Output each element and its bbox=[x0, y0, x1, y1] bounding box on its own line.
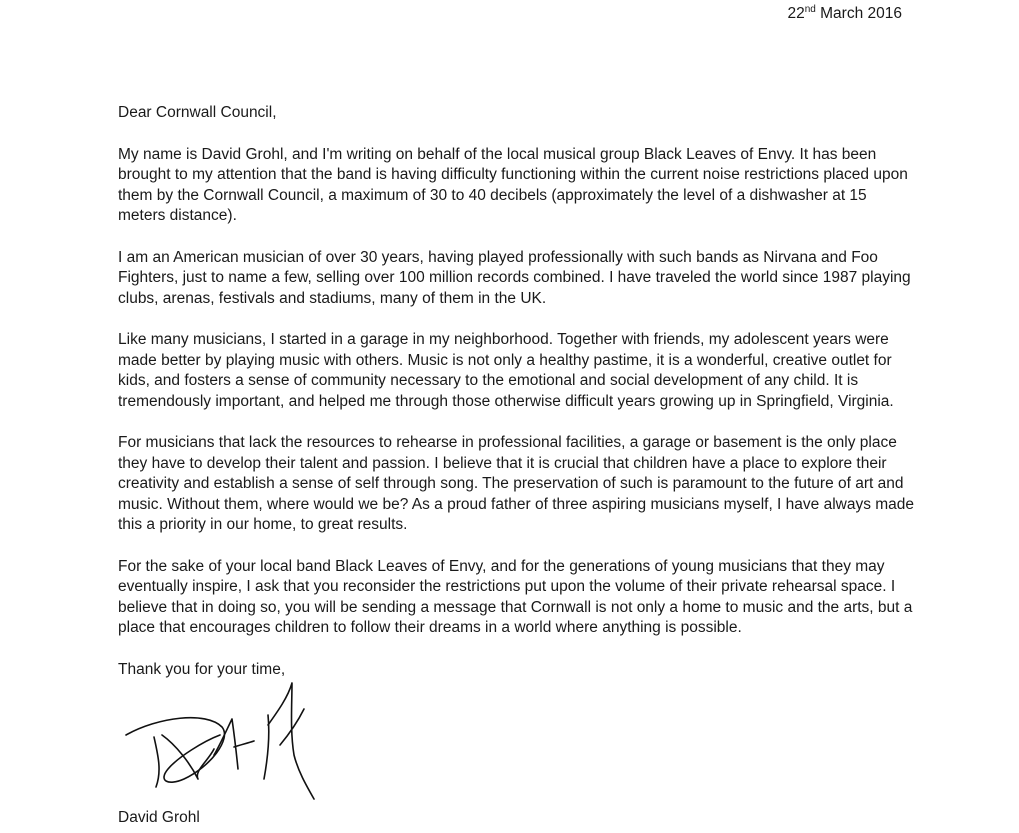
paragraph-intro: My name is David Grohl, and I'm writing on behalf of the local musical group Black Leaves of Envy. It has been brought to my attention that the band is having difficulty functioning within the current noise restrictions placed upon them by the Cornwall Council, a maximum of 30 to 40 decibels (approximately the level of a dishwasher at 15 meters distance). bbox=[118, 145, 908, 224]
paragraph-background: I am an American musician of over 30 years, having played professionally with such bands as Nirvana and Foo Fighters, just to name a few, selling over 100 million records combined. I have traveled the world since 1987 playing clubs, arenas, festivals and stadiums, many of them in the UK. bbox=[118, 248, 911, 307]
date-ordinal-suffix: nd bbox=[804, 4, 816, 15]
signer-name: David Grohl bbox=[118, 809, 200, 826]
paragraph-resources: For musicians that lack the resources to rehearse in professional facilities, a garage or basement is the only place they have to develop their talent and passion. I believe that it is crucial that children have a place to explore their creativity and establish a sense of self through song. The preservation of such is paramount to the future of art and music. Without them, where would we be? As a proud father of three aspiring musicians myself, I have always made this a priority in our home, to great results. bbox=[118, 434, 915, 533]
date-day: 22 bbox=[787, 5, 805, 22]
letter-date bbox=[787, 4, 902, 24]
paragraph-request: For the sake of your local band Black Leaves of Envy, and for the generations of young musicians that they may eventually inspire, I ask that you reconsider the restrictions put upon the volume of their private rehearsal space. I believe that in doing so, you will be sending a message that Cornwall is not only a home to music and the arts, but a place that encourages children to follow their dreams in a world where anything is possible. bbox=[118, 557, 913, 636]
date-month-year: March 2016 bbox=[815, 5, 902, 22]
handwritten-signature-icon bbox=[118, 675, 338, 805]
paragraph-garage: Like many musicians, I started in a garage in my neighborhood. Together with friends, my adolescent years were made better by playing music with others. Music is not only a healthy pastime, it is a wonderful, creative outlet for kids, and fosters a sense of community necessary to the emotional and social development of any child. It is tremendously important, and helped me through those otherwise difficult years growing up in Springfield, Virginia. bbox=[118, 331, 894, 410]
closing-line: Thank you for your time, bbox=[118, 660, 286, 678]
letter-body bbox=[118, 103, 918, 680]
salutation: Dear Cornwall Council, bbox=[118, 104, 277, 121]
